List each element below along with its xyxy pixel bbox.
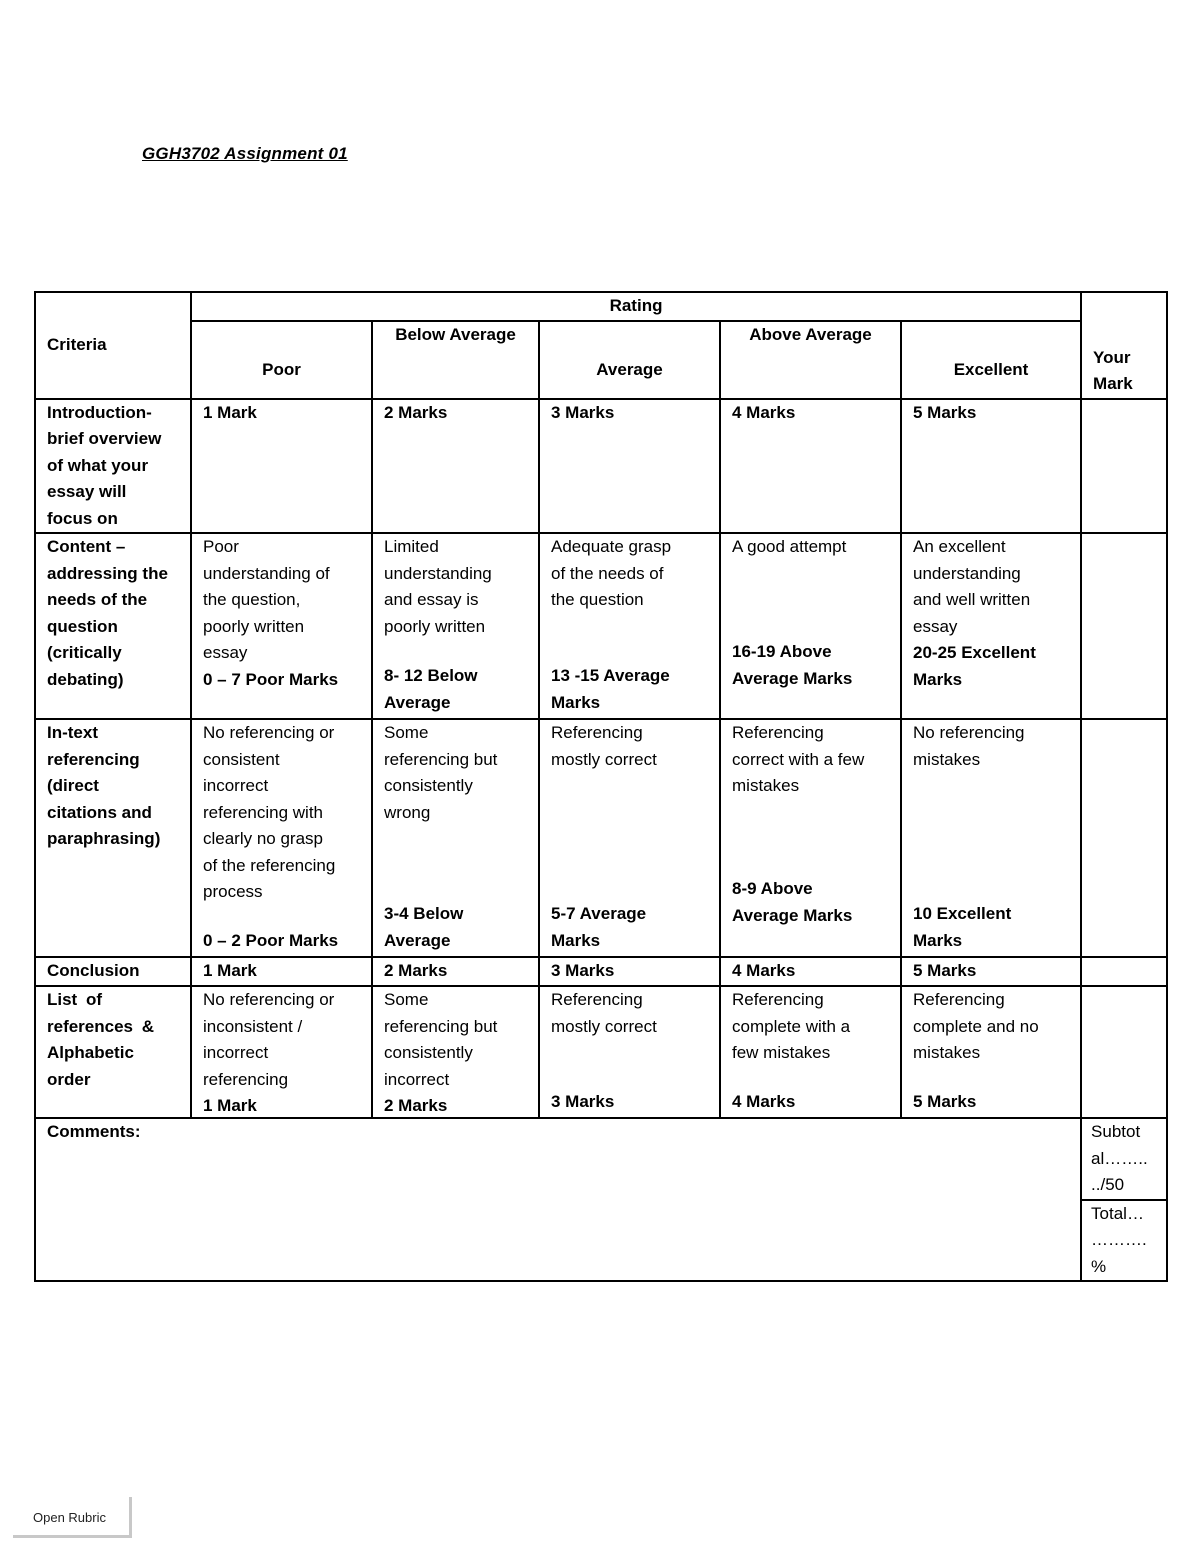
cell-content-average	[539, 533, 720, 719]
cell-marks: 5 Marks	[913, 1091, 977, 1111]
comments-row	[35, 1118, 1167, 1200]
cell-intro-poor: 1 Mark	[191, 399, 372, 534]
cell-intext-above-average	[720, 719, 901, 957]
your-mark-intro	[1081, 399, 1167, 534]
subtotal-cell: Subtot al…….. ../50	[1081, 1118, 1167, 1200]
cell-desc: Referencing complete with a few mistakes	[732, 990, 851, 1062]
cell-marks: 1 Mark	[203, 1096, 257, 1115]
criterion-content: Content – addressing the needs of the question (critically debating)	[35, 533, 191, 719]
your-mark-conclusion	[1081, 957, 1167, 986]
cell-concl-poor: 1 Mark	[191, 957, 372, 986]
cell-content-above-average	[720, 533, 901, 719]
cell-desc: Referencing mostly correct	[551, 990, 657, 1036]
cell-concl-above-average: 4 Marks	[720, 957, 901, 986]
open-rubric-label: Open Rubric	[33, 1510, 106, 1525]
cell-marks: 13 -15 Average Marks	[551, 666, 670, 712]
cell-desc: Some referencing but consistently incorrect	[384, 990, 498, 1089]
cell-refs-below-average	[372, 986, 539, 1118]
level-poor: Poor	[191, 321, 372, 399]
cell-content-excellent	[901, 533, 1081, 719]
cell-desc: Referencing correct with a few mistakes	[732, 723, 865, 795]
cell-concl-below-average: 2 Marks	[372, 957, 539, 986]
criteria-header: Criteria	[35, 292, 191, 399]
criterion-introduction: Introduction- brief overview of what your essay will focus on	[35, 399, 191, 534]
cell-concl-excellent: 5 Marks	[901, 957, 1081, 986]
header-row-rating	[35, 292, 1167, 321]
criterion-conclusion: Conclusion	[35, 957, 191, 986]
cell-desc: No referencing or inconsistent / incorrect referencing	[203, 990, 335, 1089]
cell-marks: 2 Marks	[384, 1096, 448, 1115]
cell-desc: No referencing mistakes	[913, 723, 1025, 769]
cell-concl-average: 3 Marks	[539, 957, 720, 986]
cell-marks: 8- 12 Below Average	[384, 666, 478, 712]
your-mark-intext	[1081, 719, 1167, 957]
cell-marks: 16-19 Above Average Marks	[732, 642, 853, 688]
criterion-intext: In-text referencing (direct citations and paraphrasing)	[35, 719, 191, 957]
rubric-table	[34, 291, 1168, 1282]
cell-desc: Limited understanding and essay is poorly written	[384, 537, 492, 636]
cell-refs-poor	[191, 986, 372, 1118]
cell-marks: 20-25 Excellent Marks	[913, 643, 1036, 689]
your-mark-header	[1081, 292, 1167, 399]
header-row-levels	[35, 321, 1167, 399]
rating-header: Rating	[191, 292, 1081, 321]
cell-desc: Referencing mostly correct	[551, 723, 657, 769]
cell-desc: An excellent understanding and well written essay	[913, 537, 1031, 636]
cell-desc: No referencing or consistent incorrect referencing with clearly no grasp of the referencing process	[203, 723, 336, 901]
cell-desc: Referencing complete and no mistakes	[913, 990, 1039, 1062]
cell-marks: 3-4 Below Average	[384, 904, 464, 950]
table-row	[35, 719, 1167, 957]
your-mark-references	[1081, 986, 1167, 1118]
cell-intext-average	[539, 719, 720, 957]
cell-intro-below-average: 2 Marks	[372, 399, 539, 534]
cell-content-poor	[191, 533, 372, 719]
cell-refs-above-average	[720, 986, 901, 1118]
cell-marks: 10 Excellent Marks	[913, 904, 1012, 950]
cell-marks: 5-7 Average Marks	[551, 904, 647, 950]
cell-desc: A good attempt	[732, 537, 847, 556]
cell-desc: Poor understanding of the question, poorly written essay	[203, 537, 330, 662]
cell-intro-above-average: 4 Marks	[720, 399, 901, 534]
cell-refs-average	[539, 986, 720, 1118]
cell-desc: Adequate grasp of the needs of the question	[551, 537, 672, 609]
level-above-average: Above Average	[720, 321, 901, 399]
level-below-average: Below Average	[372, 321, 539, 399]
level-excellent: Excellent	[901, 321, 1081, 399]
table-row	[35, 957, 1167, 986]
cell-content-below-average	[372, 533, 539, 719]
your-mark-label: Your Mark	[1093, 347, 1133, 393]
cell-marks: 3 Marks	[551, 1091, 615, 1111]
table-row	[35, 533, 1167, 719]
open-rubric-badge[interactable]	[13, 1497, 132, 1538]
cell-marks: 0 – 7 Poor Marks	[203, 669, 339, 689]
criterion-references: List of references & Alphabetic order	[35, 986, 191, 1118]
cell-intext-below-average	[372, 719, 539, 957]
cell-refs-excellent	[901, 986, 1081, 1118]
cell-intext-excellent	[901, 719, 1081, 957]
cell-marks: 4 Marks	[732, 1091, 796, 1111]
cell-marks: 8-9 Above Average Marks	[732, 879, 853, 925]
total-cell: Total… ………. %	[1081, 1200, 1167, 1282]
cell-intro-excellent: 5 Marks	[901, 399, 1081, 534]
cell-intro-average: 3 Marks	[539, 399, 720, 534]
cell-marks: 0 – 2 Poor Marks	[203, 930, 339, 950]
cell-desc: Some referencing but consistently wrong	[384, 723, 498, 822]
table-row	[35, 986, 1167, 1118]
your-mark-content	[1081, 533, 1167, 719]
document-title: GGH3702 Assignment 01	[142, 144, 348, 163]
table-row	[35, 399, 1167, 534]
level-average: Average	[539, 321, 720, 399]
comments-cell: Comments:	[35, 1118, 1081, 1281]
cell-intext-poor	[191, 719, 372, 957]
